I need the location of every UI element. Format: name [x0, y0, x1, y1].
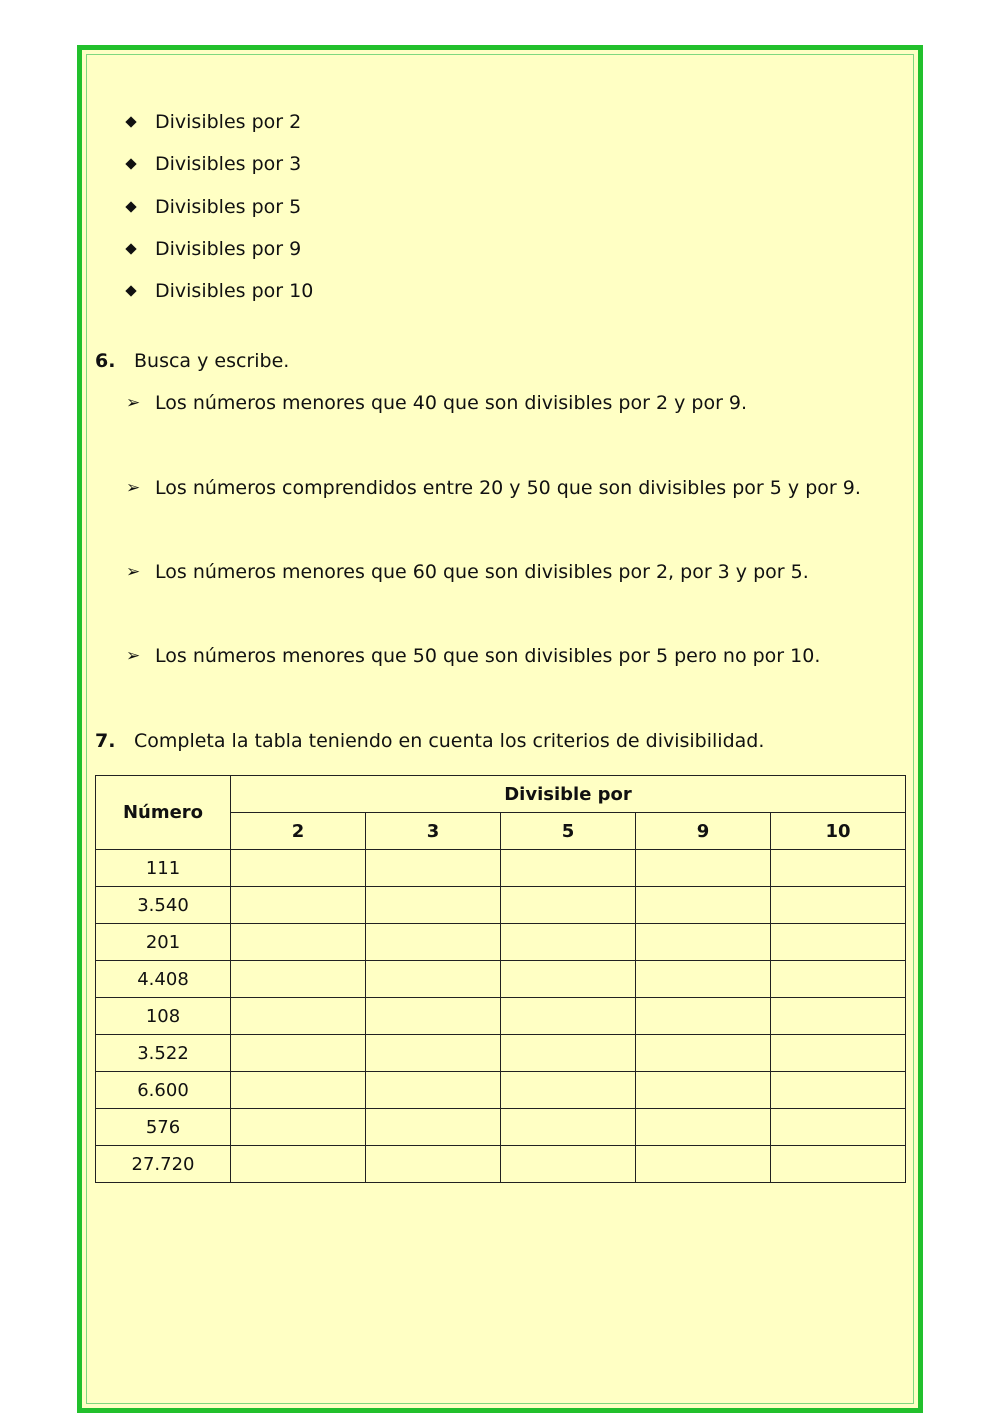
answer-cell[interactable]	[366, 1146, 501, 1183]
answer-cell[interactable]	[771, 1146, 906, 1183]
answer-cell[interactable]	[501, 998, 636, 1035]
number-cell: 3.522	[96, 1035, 231, 1072]
arrow-bullet-icon: ➢	[126, 562, 141, 582]
answer-cell[interactable]	[636, 1035, 771, 1072]
divisor-header: 3	[366, 813, 501, 850]
answer-cell[interactable]	[636, 998, 771, 1035]
answer-cell[interactable]	[231, 998, 366, 1035]
number-cell: 111	[96, 850, 231, 887]
question-7-title: Completa la tabla teniendo en cuenta los criterios de divisibilidad.	[134, 730, 765, 752]
answer-cell[interactable]	[636, 961, 771, 998]
arrow-bullet-icon: ➢	[126, 646, 141, 666]
divisibility-table	[95, 775, 906, 1183]
answer-cell[interactable]	[636, 1109, 771, 1146]
number-cell: 27.720	[96, 1146, 231, 1183]
answer-cell[interactable]	[501, 1072, 636, 1109]
question-6-number: 6.	[95, 350, 116, 372]
answer-cell[interactable]	[366, 924, 501, 961]
answer-cell[interactable]	[501, 961, 636, 998]
table-row	[96, 1072, 906, 1109]
answer-cell[interactable]	[366, 1072, 501, 1109]
bullet-item: Divisibles por 2	[155, 111, 302, 133]
answer-cell[interactable]	[501, 1146, 636, 1183]
answer-cell[interactable]	[366, 961, 501, 998]
arrow-bullet-icon: ➢	[126, 478, 141, 498]
number-cell: 4.408	[96, 961, 231, 998]
answer-cell[interactable]	[501, 1109, 636, 1146]
answer-cell[interactable]	[636, 850, 771, 887]
answer-cell[interactable]	[501, 1035, 636, 1072]
question-6-title: Busca y escribe.	[134, 350, 290, 372]
answer-cell[interactable]	[636, 1072, 771, 1109]
number-cell: 108	[96, 998, 231, 1035]
table-row	[96, 1146, 906, 1183]
bullet-item: Divisibles por 3	[155, 153, 302, 175]
number-column-header: Número	[96, 776, 231, 850]
answer-cell[interactable]	[366, 850, 501, 887]
question-6-item: Los números menores que 50 que son divisibles por 5 pero no por 10.	[155, 645, 821, 667]
table-row	[96, 998, 906, 1035]
question-6-item: Los números menores que 40 que son divisibles por 2 y por 9.	[155, 392, 748, 414]
divisor-header: 2	[231, 813, 366, 850]
number-cell: 6.600	[96, 1072, 231, 1109]
answer-cell[interactable]	[771, 887, 906, 924]
table-row	[96, 924, 906, 961]
divisor-header: 10	[771, 813, 906, 850]
answer-cell[interactable]	[366, 1035, 501, 1072]
answer-cell[interactable]	[366, 1109, 501, 1146]
answer-cell[interactable]	[771, 961, 906, 998]
answer-cell[interactable]	[231, 1109, 366, 1146]
answer-cell[interactable]	[231, 1035, 366, 1072]
bullet-item: Divisibles por 9	[155, 238, 302, 260]
answer-cell[interactable]	[366, 887, 501, 924]
answer-cell[interactable]	[501, 887, 636, 924]
bullet-item: Divisibles por 10	[155, 280, 314, 302]
answer-cell[interactable]	[231, 850, 366, 887]
answer-cell[interactable]	[771, 1035, 906, 1072]
answer-cell[interactable]	[366, 998, 501, 1035]
answer-cell[interactable]	[501, 850, 636, 887]
answer-cell[interactable]	[231, 1072, 366, 1109]
question-6-item: Los números comprendidos entre 20 y 50 que son divisibles por 5 y por 9.	[155, 477, 861, 499]
table-row	[96, 1035, 906, 1072]
bullet-item: Divisibles por 5	[155, 196, 302, 218]
answer-cell[interactable]	[771, 998, 906, 1035]
answer-cell[interactable]	[231, 961, 366, 998]
answer-cell[interactable]	[636, 1146, 771, 1183]
table-row	[96, 850, 906, 887]
answer-cell[interactable]	[636, 887, 771, 924]
table-row	[96, 961, 906, 998]
divisor-header: 5	[501, 813, 636, 850]
number-cell: 3.540	[96, 887, 231, 924]
answer-cell[interactable]	[771, 924, 906, 961]
number-cell: 576	[96, 1109, 231, 1146]
question-6-item: Los números menores que 60 que son divisibles por 2, por 3 y por 5.	[155, 561, 809, 583]
answer-cell[interactable]	[231, 924, 366, 961]
answer-cell[interactable]	[636, 924, 771, 961]
table-row	[96, 1109, 906, 1146]
table-row	[96, 887, 906, 924]
answer-cell[interactable]	[771, 1109, 906, 1146]
answer-cell[interactable]	[231, 887, 366, 924]
divisible-group-header: Divisible por	[231, 776, 906, 813]
answer-cell[interactable]	[231, 1146, 366, 1183]
question-7-number: 7.	[95, 730, 116, 752]
arrow-bullet-icon: ➢	[126, 393, 141, 413]
number-cell: 201	[96, 924, 231, 961]
answer-cell[interactable]	[771, 1072, 906, 1109]
answer-cell[interactable]	[501, 924, 636, 961]
divisor-header: 9	[636, 813, 771, 850]
answer-cell[interactable]	[771, 850, 906, 887]
